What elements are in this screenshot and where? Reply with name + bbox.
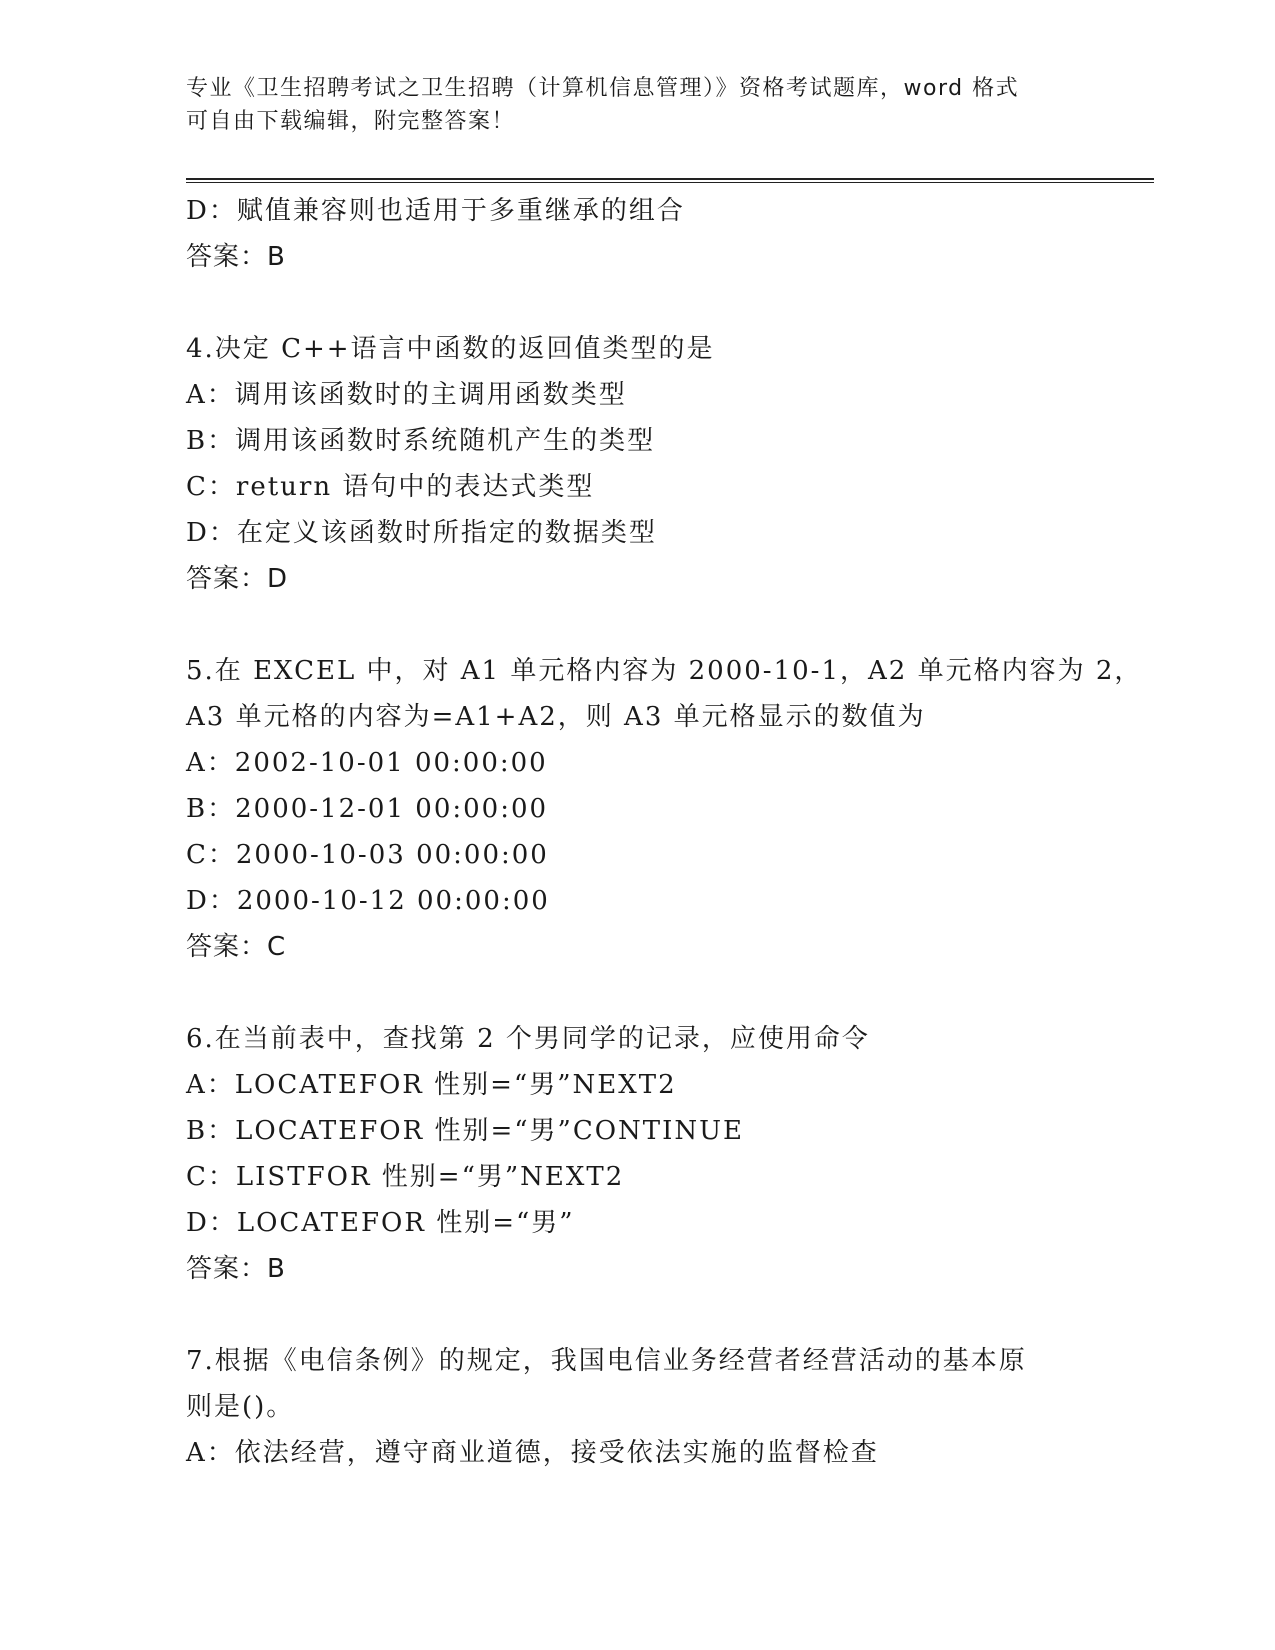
q6-answer: 答案：B — [186, 1254, 286, 1284]
q4-option-b: B：调用该函数时系统随机产生的类型 — [186, 426, 656, 456]
q6-option-d: D：LOCATEFOR 性别=“男” — [186, 1208, 575, 1238]
document-body — [186, 188, 1143, 1476]
q5-option-a: A：2002-10-01 00:00:00 — [186, 748, 548, 778]
q6-option-a: A：LOCATEFOR 性别=“男”NEXT2 — [186, 1070, 677, 1100]
q3-option-d: D：赋值兼容则也适用于多重继承的组合 — [186, 196, 685, 226]
q4-option-d: D：在定义该函数时所指定的数据类型 — [186, 518, 657, 548]
q4-answer: 答案：D — [186, 564, 289, 594]
question-5 — [186, 648, 1143, 970]
q4-option-a: A：调用该函数时的主调用函数类型 — [186, 380, 627, 410]
q7-option-a: A：依法经营，遵守商业道德，接受依法实施的监督检查 — [186, 1438, 879, 1468]
spacer — [186, 602, 1086, 648]
q5-option-b: B：2000-12-01 00:00:00 — [186, 794, 549, 824]
q5-question-line-2: A3 单元格的内容为=A1+A2，则 A3 单元格显示的数值为 — [186, 702, 926, 732]
q5-answer: 答案：C — [186, 932, 287, 962]
q7-question-line-1: 7.根据《电信条例》的规定，我国电信业务经营者经营活动的基本原 — [186, 1346, 1027, 1376]
q5-option-d: D：2000-10-12 00:00:00 — [186, 886, 550, 916]
spacer — [186, 970, 1086, 1016]
q6-option-c: C：LISTFOR 性别=“男”NEXT2 — [186, 1162, 625, 1192]
question-7 — [186, 1338, 1086, 1476]
q7-question-line-2: 则是()。 — [186, 1392, 295, 1422]
header-line-1: 专业《卫生招聘考试之卫生招聘（计算机信息管理）》资格考试题库，word 格式 — [186, 76, 1020, 101]
question-4 — [186, 326, 1086, 602]
q5-option-c: C：2000-10-03 00:00:00 — [186, 840, 549, 870]
q3-answer: 答案：B — [186, 242, 286, 272]
q4-question: 4.决定 C++语言中函数的返回值类型的是 — [186, 334, 715, 364]
q6-question: 6.在当前表中，查找第 2 个男同学的记录，应使用命令 — [186, 1024, 870, 1054]
document-header — [186, 72, 1086, 138]
question-6 — [186, 1016, 1086, 1292]
q4-option-c: C：return 语句中的表达式类型 — [186, 472, 595, 502]
spacer — [186, 280, 1086, 326]
header-line-2: 可自由下载编辑，附完整答案！ — [186, 109, 516, 134]
q5-question-line-1: 5.在 EXCEL 中，对 A1 单元格内容为 2000-10-1，A2 单元格内容为 2， — [186, 656, 1143, 686]
header-divider — [186, 178, 1154, 183]
q6-option-b: B：LOCATEFOR 性别=“男”CONTINUE — [186, 1116, 745, 1146]
question-3-tail — [186, 188, 1086, 280]
spacer — [186, 1292, 1086, 1338]
